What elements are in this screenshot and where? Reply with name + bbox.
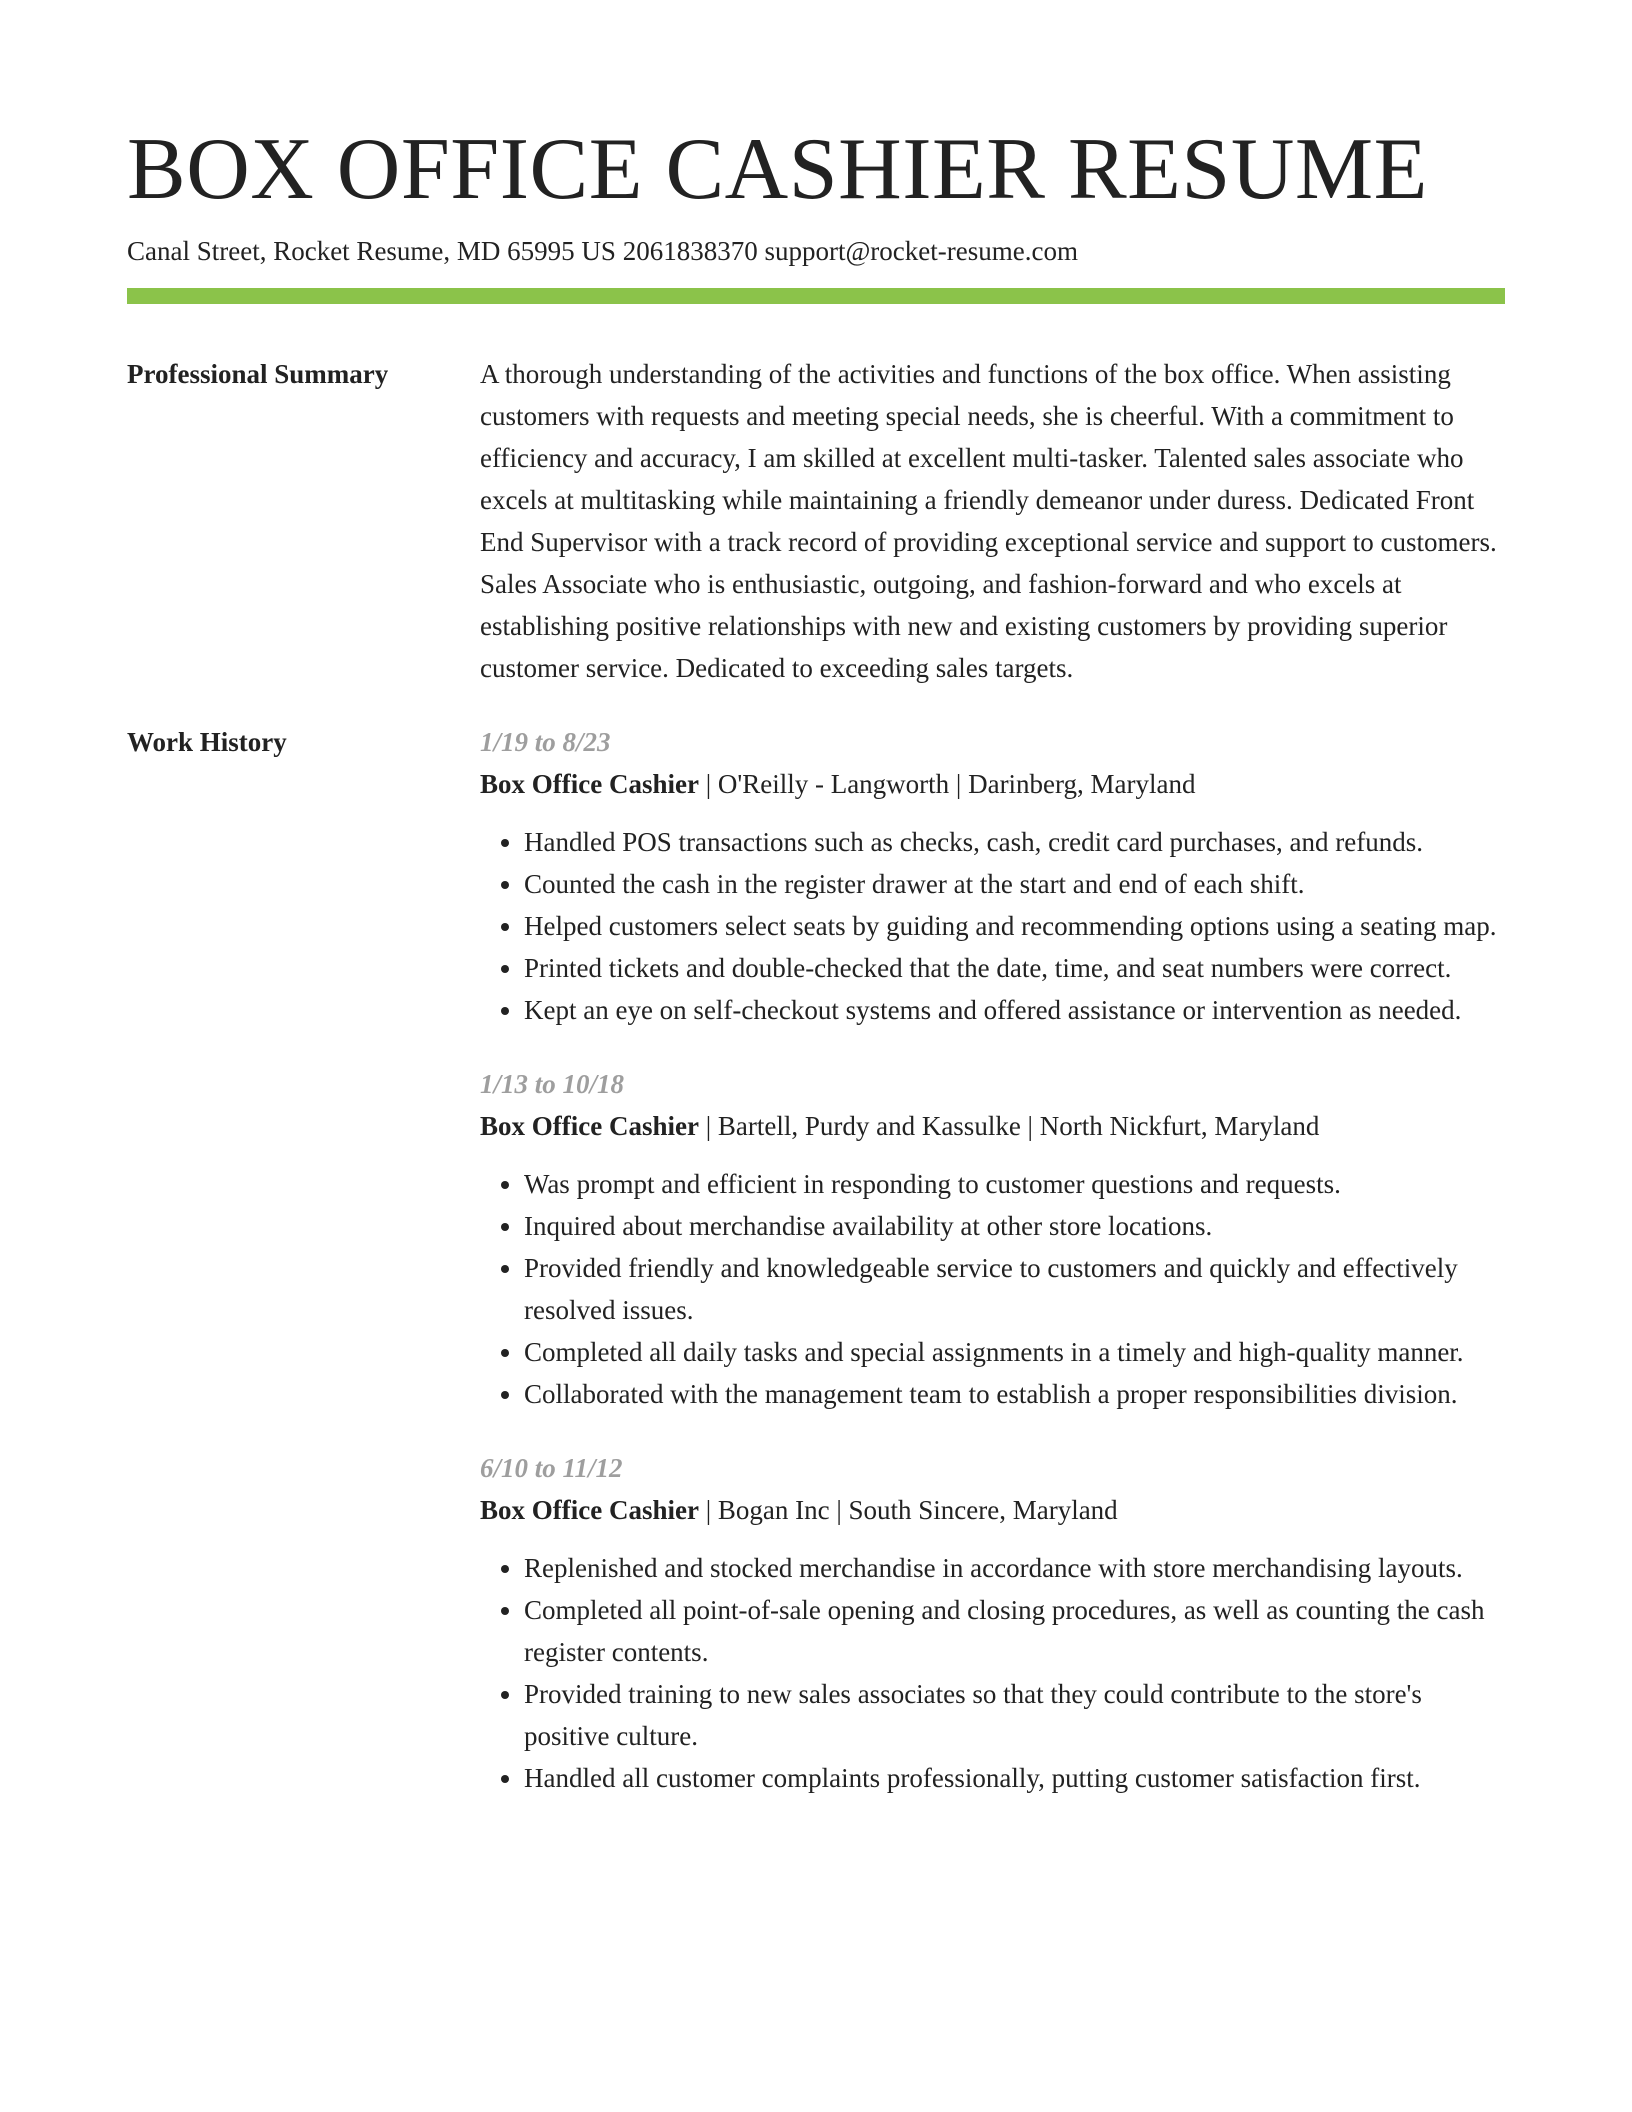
job-title: Box Office Cashier bbox=[480, 1495, 699, 1525]
summary-text: A thorough understanding of the activities and functions of the box office. When assisting customers with requests and meeting special needs, she is cheerful. With a commitment to efficiency and accuracy, I am skilled at excellent multi-tasker. Talented sales associate who excels at multitasking while maintaining a friendly demeanor under duress. Dedicated Front End Supervisor with a track record of providing exceptional service and support to customers. Sales Associate who is enthusiastic, outgoing, and fashion-forward and who excels at establishing positive relationships with new and existing customers by providing superior customer service. Dedicated to exceeding sales targets. bbox=[480, 359, 1497, 683]
job-duty: • Inquired about merchandise availability at other store locations. bbox=[524, 1205, 1505, 1247]
job-duty: • Replenished and stocked merchandise in accordance with store merchandising layouts. bbox=[524, 1547, 1505, 1589]
job-duty: • Handled POS transactions such as checks, cash, credit card purchases, and refunds. bbox=[524, 821, 1505, 863]
job-heading bbox=[480, 763, 1505, 805]
job-entry bbox=[480, 1063, 1505, 1415]
job-duty: • Helped customers select seats by guiding and recommending options using a seating map. bbox=[524, 905, 1505, 947]
job-duty: • Counted the cash in the register drawer at the start and end of each shift. bbox=[524, 863, 1505, 905]
job-duty: • Kept an eye on self-checkout systems and offered assistance or intervention as needed. bbox=[524, 989, 1505, 1031]
professional-summary-section bbox=[127, 353, 1505, 689]
job-entry bbox=[480, 1447, 1505, 1799]
resume-page bbox=[127, 118, 1505, 1831]
job-title: Box Office Cashier bbox=[480, 769, 699, 799]
job-heading bbox=[480, 1105, 1505, 1147]
job-duty: • Collaborated with the management team to establish a proper responsibilities division. bbox=[524, 1373, 1505, 1415]
job-duty: • Handled all customer complaints professionally, putting customer satisfaction first. bbox=[524, 1757, 1505, 1799]
job-duties-list bbox=[480, 1547, 1505, 1799]
section-label-work-history: Work History bbox=[127, 727, 287, 757]
job-heading bbox=[480, 1489, 1505, 1531]
job-duty: • Provided training to new sales associates so that they could contribute to the store's positive culture. bbox=[524, 1673, 1505, 1757]
job-details: | O'Reilly - Langworth | Darinberg, Maryland bbox=[698, 769, 1196, 799]
work-history-section bbox=[127, 721, 1505, 1831]
job-title: Box Office Cashier bbox=[480, 1111, 699, 1141]
job-dates: 1/13 to 10/18 bbox=[480, 1069, 625, 1099]
job-details: | Bartell, Purdy and Kassulke | North Nickfurt, Maryland bbox=[698, 1111, 1320, 1141]
job-duty: • Completed all daily tasks and special assignments in a timely and high-quality manner. bbox=[524, 1331, 1505, 1373]
job-entry bbox=[480, 721, 1505, 1031]
section-label-summary: Professional Summary bbox=[127, 359, 389, 389]
summary-body bbox=[480, 353, 1505, 689]
job-dates: 1/19 to 8/23 bbox=[480, 727, 611, 757]
job-duty: • Printed tickets and double-checked that the date, time, and seat numbers were correct. bbox=[524, 947, 1505, 989]
job-duty: • Was prompt and efficient in responding to customer questions and requests. bbox=[524, 1163, 1505, 1205]
job-details: | Bogan Inc | South Sincere, Maryland bbox=[698, 1495, 1118, 1525]
contact-line: Canal Street, Rocket Resume, MD 65995 US 2061838370 support@rocket-resume.com bbox=[127, 236, 1078, 266]
resume-title: BOX OFFICE CASHIER RESUME bbox=[127, 121, 1428, 218]
job-duties-list bbox=[480, 1163, 1505, 1415]
work-history-body bbox=[480, 721, 1505, 1831]
header-divider bbox=[127, 288, 1505, 304]
job-duty: • Completed all point-of-sale opening and closing procedures, as well as counting the cash register contents. bbox=[524, 1589, 1505, 1673]
job-duties-list bbox=[480, 821, 1505, 1031]
job-duty: • Provided friendly and knowledgeable service to customers and quickly and effectively resolved issues. bbox=[524, 1247, 1505, 1331]
job-dates: 6/10 to 11/12 bbox=[480, 1453, 623, 1483]
